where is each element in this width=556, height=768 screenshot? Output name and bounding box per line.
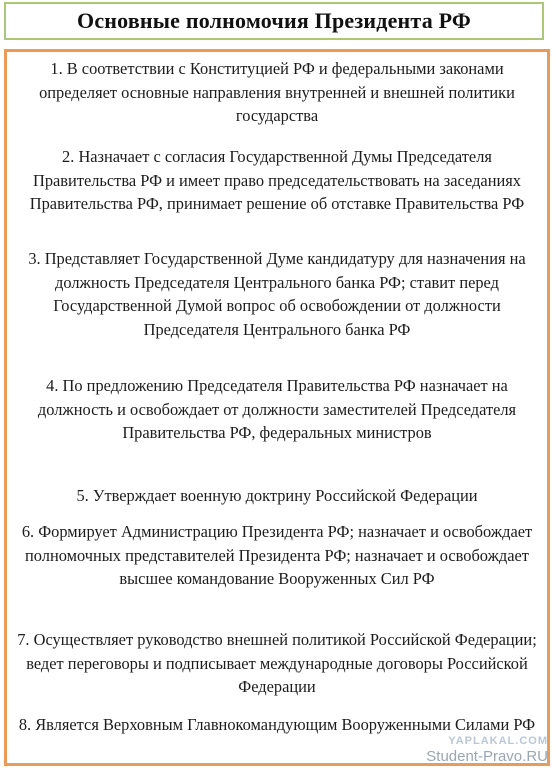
- title-box: [4, 2, 544, 40]
- power-item-6: 6. Формирует Администрацию Президента РФ; назначает и освобождает полномочных представителей Президента РФ; назначает и освобождает высшее командование Вооруженных Сил РФ: [21, 522, 533, 588]
- watermark: [426, 736, 548, 764]
- power-item-4: 4. По предложению Председателя Правительства РФ назначает на должность и освобождает от должности заместителей Председателя Правительства РФ, федеральных министров: [37, 376, 517, 442]
- watermark-yaplakal: YAPLAKAL.COM: [448, 735, 548, 747]
- power-item-1: 1. В соответствии с Конституцией РФ и федеральными законами определяет основные направления внутренней и внешней политики государства: [39, 59, 515, 125]
- power-item-5: 5. Утверждает военную доктрину Российской Федерации: [76, 486, 478, 505]
- power-item-8: 8. Является Верховным Главнокомандующим Вооруженными Силами РФ: [18, 715, 536, 734]
- powers-list-box: [4, 49, 550, 766]
- power-item-7: 7. Осуществляет руководство внешней политикой Российской Федерации; ведет переговоры и подписывает международные договоры Российской Федерации: [17, 630, 537, 696]
- power-item-2: 2. Назначает с согласия Государственной Думы Председателя Правительства РФ и имеет право председательствовать на заседаниях Правительства РФ, принимает решение об отставке Правительства РФ: [29, 147, 525, 213]
- power-item-3: 3. Представляет Государственной Думе кандидатуру для назначения на должность Председателя Центрального банка РФ; ставит перед Государственной Думой вопрос об освобождении от должности Председателя Центрального банка РФ: [28, 249, 526, 339]
- page-title: Основные полномочия Президента РФ: [77, 8, 471, 33]
- watermark-student-pravo: Student-Pravo.RU: [426, 748, 548, 765]
